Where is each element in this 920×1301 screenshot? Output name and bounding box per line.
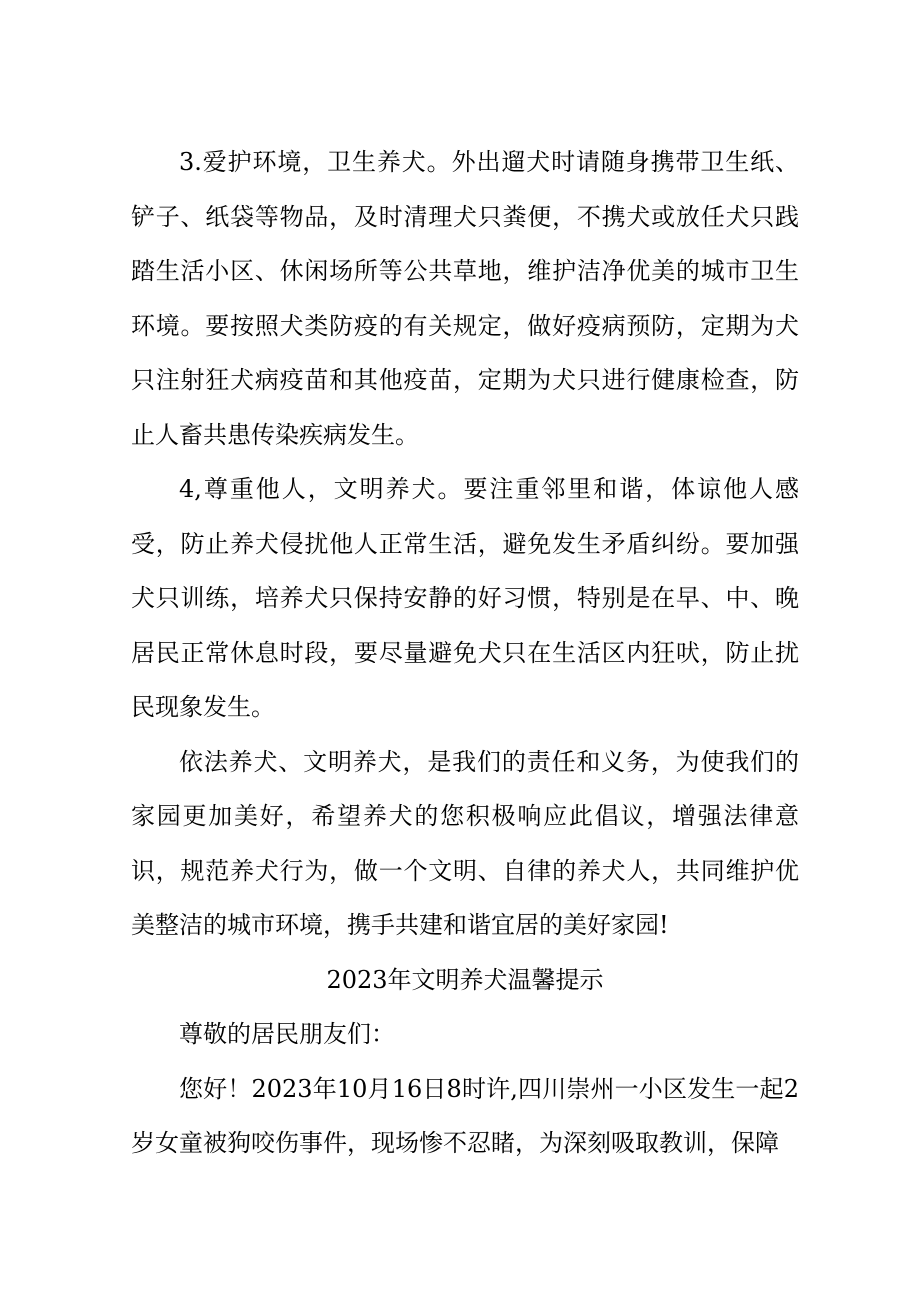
paragraph-intro: 您好！2023年10月16日8时许,四川崇州一小区发生一起2岁女童被狗咬伤事件，现场惨不忍睹，为深刻吸取教训，保障 — [131, 1074, 799, 1157]
paragraph-hygiene: 3.爱护环境，卫生养犬。外出遛犬时请随身携带卫生纸、铲子、纸袋等物品，及时清理犬只粪便，不携犬或放任犬只践踏生活小区、休闲场所等公共草地，维护洁净优美的城市卫生环境。要按照犬类防疫的有关规定，做好疫病预防，定期为犬只注射狂犬病疫苗和其他疫苗，定期为犬只进行健康检查，防止人畜共患传染疾病发生。 — [131, 148, 799, 449]
paragraph-respect: 4,尊重他人，文明养犬。要注重邻里和谐，体谅他人感受，防止养犬侵扰他人正常生活，避免发生矛盾纠纷。要加强犬只训练，培养犬只保持安静的好习惯，特别是在早、中、晚居民正常休息时段，要尽量避免犬只在生活区内狂吠，防止扰民现象发生。 — [131, 475, 799, 721]
document-body — [131, 135, 799, 1171]
section-title: 2023年文明养犬温馨提示 — [326, 965, 604, 994]
paragraph-conclusion: 依法养犬、文明养犬，是我们的责任和义务，为使我们的家园更加美好，希望养犬的您积极响应此倡议，增强法律意识，规范养犬行为，做一个文明、自律的养犬人，共同维护优美整洁的城市环境，携手共建和谐宜居的美好家园! — [131, 747, 799, 939]
greeting: 尊敬的居民朋友们： — [179, 1020, 395, 1048]
